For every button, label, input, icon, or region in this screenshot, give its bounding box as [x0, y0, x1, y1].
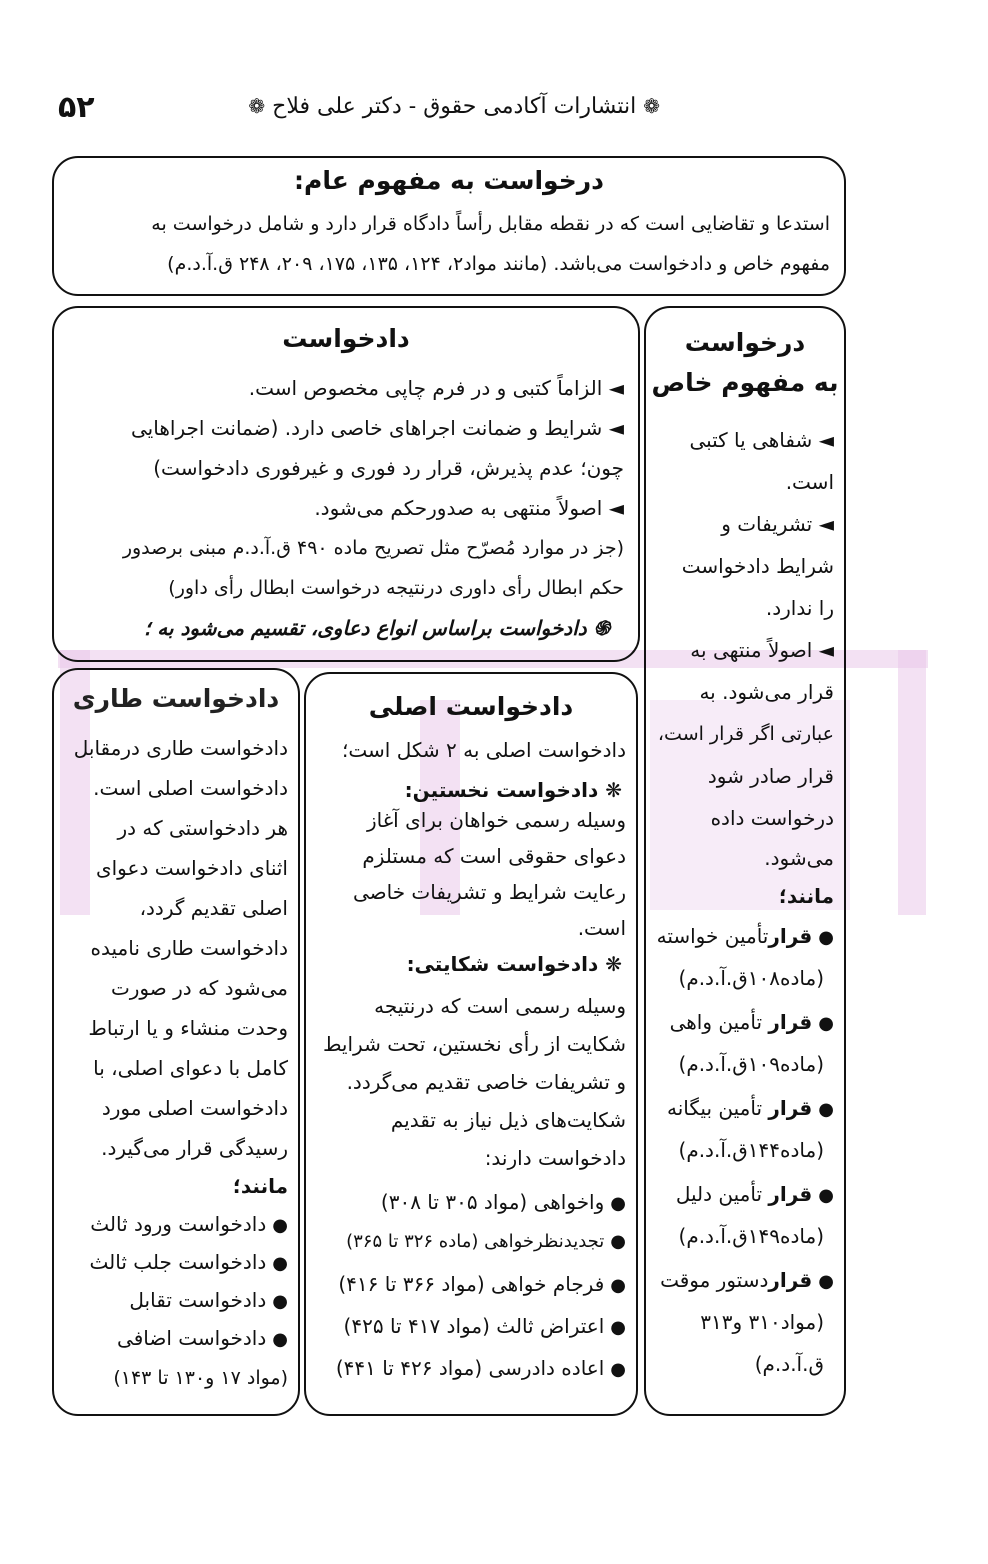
- main-item-4: ●اعتراض ثالث (مواد ۴۱۷ تا ۴۲۵): [343, 1314, 626, 1338]
- general-request-title: درخواست به مفهوم عام:: [294, 166, 604, 195]
- bullet-icon: ●: [272, 1329, 288, 1350]
- special-example-5-ref: (مواد۳۱۰ و۳۱۳: [700, 1310, 824, 1334]
- bullet-icon: ●: [818, 1185, 834, 1206]
- bullet-icon: ●: [818, 1013, 834, 1034]
- bullet-icon: ●: [818, 927, 834, 948]
- special-line-1: ◄ شفاهی یا کتبی: [689, 428, 834, 452]
- special-example-3-ref: (ماده۱۴۴ق.آ.د.م): [678, 1138, 824, 1162]
- general-request-box: [52, 156, 846, 296]
- main-item-1: ●واخواهی (مواد ۳۰۵ تا ۳۰۸): [380, 1190, 626, 1214]
- side-line-9: کامل با دعوای اصلی، با: [93, 1056, 288, 1080]
- bullet-icon: ●: [610, 1193, 626, 1214]
- main-first-line-4: است.: [577, 916, 626, 940]
- main-complaint-line-5: دادخواست دارند:: [484, 1146, 626, 1170]
- general-request-line-2: مفهوم خاص و دادخواست می‌باشد. (مانند مواد۲، ۱۲۴، ۱۳۵، ۱۷۵، ۲۰۹، ۲۴۸ ق.آ.د.م): [167, 253, 830, 275]
- bullet-icon: ●: [610, 1317, 626, 1338]
- main-item-2: ●تجدیدنظرخواهی (ماده ۳۲۶ تا ۳۶۵): [346, 1231, 626, 1252]
- special-example-2: ●قرار تأمین واهی: [669, 1010, 834, 1034]
- side-line-8: وحدت منشاء و یا ارتباط: [88, 1016, 288, 1040]
- special-line-3: ◄ تشریفات و: [721, 512, 834, 536]
- side-line-7: می‌شود که در صورت: [110, 976, 288, 1000]
- main-first-line-3: رعایت شرایط و تشریفات خاصی: [352, 880, 626, 904]
- bullet-icon: ●: [818, 1271, 834, 1292]
- main-complaint-line-3: و تشریفات خاصی تقدیم می‌گردد.: [346, 1070, 626, 1094]
- flower-icon: ❁: [248, 94, 266, 118]
- main-complaint-line-4: شکایت‌های ذیل نیاز به تقدیم: [390, 1108, 626, 1132]
- main-first-label: ❋ دادخواست نخستین:: [404, 778, 622, 802]
- bullet-icon: ●: [610, 1359, 626, 1380]
- main-petition-title: دادخواست اصلی: [368, 692, 574, 721]
- special-line-9: قرار صادر شود: [707, 764, 834, 788]
- general-request-line-1: استدعا و تقاضایی است که در نقطه مقابل رأساً دادگاه قرار دارد و شامل درخواست به: [151, 213, 830, 235]
- side-line-2: دادخواست اصلی است.: [93, 776, 288, 800]
- side-petition-box: [52, 668, 300, 1416]
- bullet-icon: ●: [610, 1231, 626, 1252]
- petition-line-1: ◄ الزاماً کتبی و در فرم چاپی مخصوص است.: [248, 376, 624, 400]
- special-line-8: عبارتی اگر قرار است،: [657, 723, 834, 745]
- flower-icon: ❁: [643, 94, 660, 118]
- page-number: ۵۲: [58, 90, 95, 125]
- special-request-title-2: به مفهوم خاص: [651, 368, 839, 397]
- special-examples-label: مانند؛: [778, 884, 834, 908]
- main-first-line-2: دعوای حقوقی است که مستلزم: [362, 844, 626, 868]
- special-line-5: را ندارد.: [765, 596, 834, 620]
- bullet-icon: ●: [818, 1099, 834, 1120]
- side-petition-title: دادخواست طاری: [72, 684, 280, 713]
- swirl-icon: ֍: [586, 616, 610, 640]
- special-line-10: درخواست داده: [710, 806, 834, 830]
- special-line-2: است.: [785, 470, 834, 494]
- side-line-1: دادخواست طاری درمقابل: [73, 736, 288, 760]
- special-line-6: ◄ اصولاً منتهی به: [690, 638, 834, 662]
- main-item-3: ●فرجام خواهی (مواد ۳۶۶ تا ۴۱۶): [338, 1272, 626, 1296]
- special-example-1-ref: (ماده۱۰۸ق.آ.د.م): [678, 966, 824, 990]
- side-examples-label: مانند؛: [232, 1174, 288, 1198]
- side-line-10: دادخواست اصلی مورد: [101, 1096, 288, 1120]
- petition-box: [52, 306, 640, 662]
- main-petition-box: [304, 672, 638, 1416]
- side-line-6: دادخواست طاری نامیده: [90, 936, 288, 960]
- petition-line-3: چون؛ عدم پذیرش، قرار رد فوری و غیرفوری دادخواست): [153, 456, 624, 480]
- bullet-icon: ●: [272, 1291, 288, 1312]
- special-example-5-ref-tail: ق.آ.د.م): [754, 1352, 824, 1376]
- bullet-icon: ●: [272, 1215, 288, 1236]
- side-line-11: رسیدگی قرار می‌گیرد.: [101, 1136, 288, 1160]
- special-line-4: شرایط دادخواست: [681, 554, 834, 578]
- petition-line-6: حکم ابطال رأی داوری درنتیجه درخواست ابطال رأی داور): [168, 577, 624, 599]
- special-example-4-ref: (ماده۱۴۹ق.آ.د.م): [678, 1224, 824, 1248]
- petition-line-5: (جز در موارد مُصرّح مثل تصریح ماده ۴۹۰ ق.آ.د.م مبنی برصدور: [122, 537, 624, 559]
- main-intro: دادخواست اصلی به ۲ شکل است؛: [342, 738, 626, 762]
- special-example-5: ●قراردستور موقت: [660, 1268, 834, 1292]
- petition-line-2: ◄ شرایط و ضمانت اجراهای خاصی دارد. (ضمانت اجراهایی: [131, 416, 624, 440]
- side-item-3: ●دادخواست تقابل: [129, 1288, 288, 1312]
- side-ref: (مواد ۱۷ و۱۳۰ تا ۱۴۳): [113, 1367, 288, 1389]
- petition-line-4: ◄ اصولاً منتهی به صدورحکم می‌شود.: [314, 496, 624, 520]
- special-example-1: ●قرارتأمین خواسته: [656, 924, 834, 948]
- watermark-bar-right: [898, 650, 926, 915]
- page-header: [40, 88, 870, 128]
- special-example-2-ref: (ماده۱۰۹ق.آ.د.م): [678, 1052, 824, 1076]
- petition-title: دادخواست: [282, 324, 410, 353]
- side-item-2: ●دادخواست جلب ثالث: [89, 1250, 288, 1274]
- side-item-4: ●دادخواست اضافی: [117, 1326, 288, 1350]
- main-complaint-line-2: شکایت از رأی نخستین، تحت شرایط: [322, 1032, 626, 1056]
- side-line-3: هر دادخواستی که در: [117, 816, 288, 840]
- side-line-5: اصلی تقدیم گردد،: [139, 896, 288, 920]
- petition-division-note: ֍ دادخواست براساس انواع دعاوی، تقسیم می‌شود به ؛: [143, 616, 610, 640]
- special-request-box: [644, 306, 846, 1416]
- main-first-line-1: وسیله رسمی خواهان برای آغاز: [366, 808, 626, 832]
- side-line-4: اثنای دادخواست دعوای: [95, 856, 288, 880]
- running-title: ❁ انتشارات آکادمی حقوق - دکتر علی فلاح ❁: [248, 94, 660, 119]
- side-item-1: ●دادخواست ورود ثالث: [90, 1212, 288, 1236]
- main-complaint-label: ❋ دادخواست شکایتی:: [406, 952, 622, 976]
- special-line-11: می‌شود.: [764, 846, 834, 870]
- bullet-icon: ●: [610, 1275, 626, 1296]
- main-complaint-line-1: وسیله رسمی است که درنتیجه: [374, 994, 626, 1018]
- special-example-4: ●قرار تأمین دلیل: [675, 1182, 834, 1206]
- special-line-7: قرار می‌شود. به: [699, 680, 834, 704]
- main-item-5: ●اعاده دادرسی (مواد ۴۲۶ تا ۴۴۱): [335, 1356, 626, 1380]
- bullet-icon: ●: [272, 1253, 288, 1274]
- special-example-3: ●قرار تأمین بیگانه: [666, 1096, 834, 1120]
- special-request-title-1: درخواست: [684, 328, 806, 357]
